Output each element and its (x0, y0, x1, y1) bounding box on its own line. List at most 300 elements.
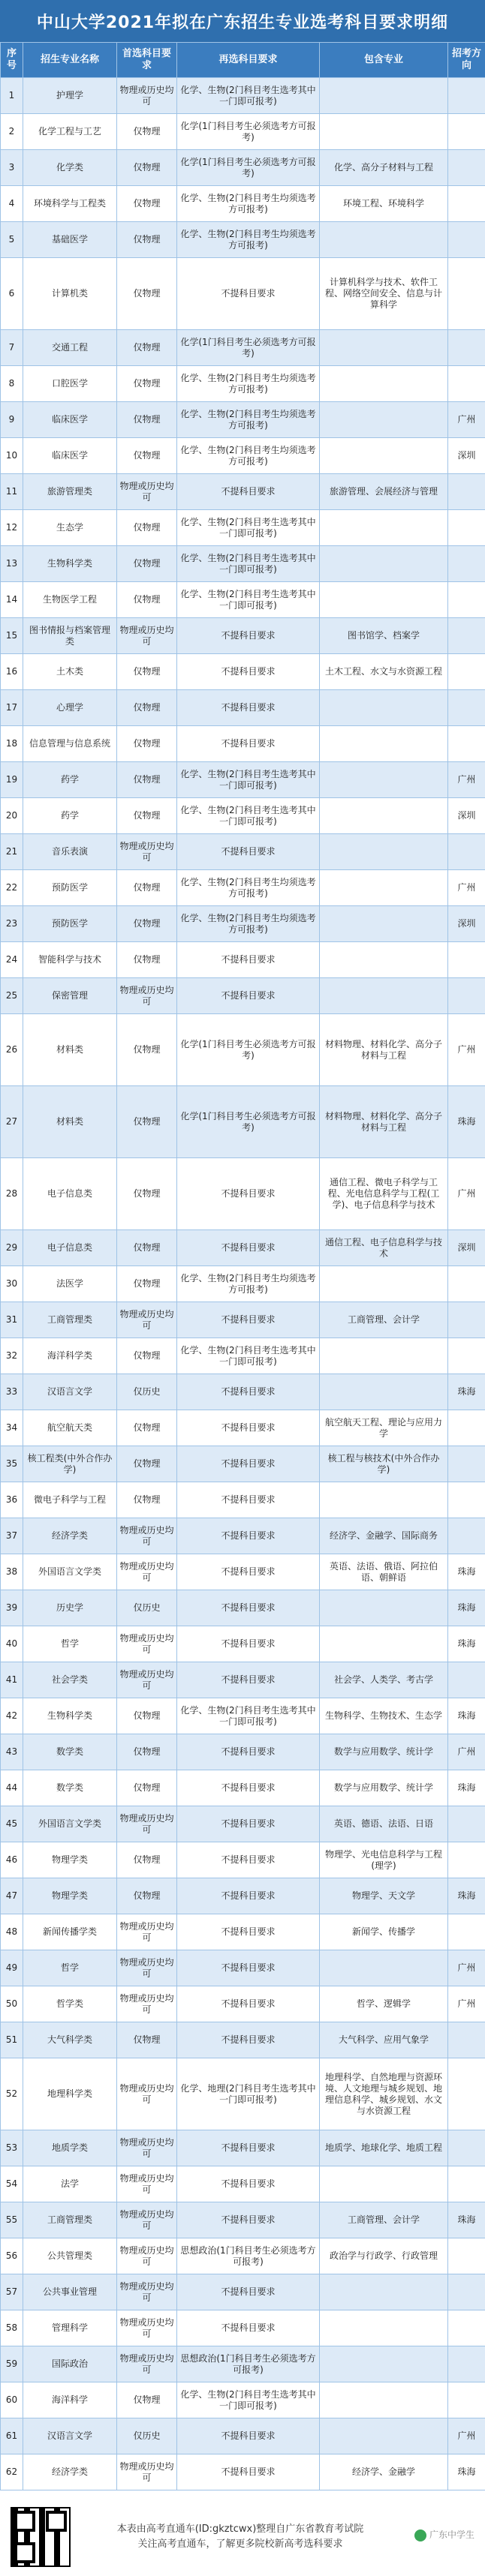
second-subject-cell: 不提科目要求 (177, 1626, 320, 1662)
second-subject-cell: 不提科目要求 (177, 1518, 320, 1554)
brand-watermark (414, 2528, 474, 2541)
table-row (1, 726, 485, 762)
table-row (1, 1446, 485, 1482)
row-number-cell: 55 (1, 2202, 23, 2238)
campus-cell (448, 834, 485, 870)
major-name-cell: 智能科学与技术 (23, 942, 117, 978)
campus-cell (448, 2130, 485, 2166)
major-name-cell: 新闻传播学类 (23, 1914, 117, 1950)
included-majors-cell: 旅游管理、会展经济与管理 (320, 474, 448, 510)
major-name-cell: 公共管理类 (23, 2238, 117, 2274)
row-number-cell: 50 (1, 1986, 23, 2022)
first-subject-cell: 仅物理 (117, 1446, 177, 1482)
campus-cell (448, 546, 485, 582)
major-name-cell: 材料类 (23, 1086, 117, 1158)
second-subject-cell: 化学、生物(2门科目考生均须选考方可报考) (177, 186, 320, 222)
table-row (1, 1806, 485, 1842)
table-row (1, 78, 485, 114)
second-subject-cell: 不提科目要求 (177, 2310, 320, 2346)
second-subject-cell: 化学、生物(2门科目考生选考其中一门即可报考) (177, 78, 320, 114)
major-name-cell: 生物科学类 (23, 546, 117, 582)
row-number-cell: 27 (1, 1086, 23, 1158)
second-subject-cell: 化学(1门科目考生必须选考方可报考) (177, 1014, 320, 1086)
first-subject-cell: 仅物理 (117, 546, 177, 582)
included-majors-cell: 经济学、金融学、国际商务 (320, 1518, 448, 1554)
first-subject-cell: 仅物理 (117, 1338, 177, 1374)
second-subject-cell: 不提科目要求 (177, 258, 320, 330)
major-name-cell: 哲学 (23, 1626, 117, 1662)
row-number-cell: 10 (1, 438, 23, 474)
row-number-cell: 38 (1, 1554, 23, 1590)
row-number-cell: 43 (1, 1734, 23, 1770)
second-subject-cell: 不提科目要求 (177, 1158, 320, 1230)
row-number-cell: 39 (1, 1590, 23, 1626)
table-row (1, 1842, 485, 1878)
table-row (1, 1338, 485, 1374)
included-majors-cell: 数学与应用数学、统计学 (320, 1734, 448, 1770)
table-row (1, 582, 485, 618)
second-subject-cell: 不提科目要求 (177, 1734, 320, 1770)
row-number-cell: 33 (1, 1374, 23, 1410)
row-number-cell: 23 (1, 906, 23, 942)
included-majors-cell (320, 582, 448, 618)
included-majors-cell: 社会学、人类学、考古学 (320, 1662, 448, 1698)
first-subject-cell: 仅物理 (117, 906, 177, 942)
campus-cell (448, 1338, 485, 1374)
included-majors-cell (320, 114, 448, 150)
major-name-cell: 哲学 (23, 1950, 117, 1986)
major-name-cell: 哲学类 (23, 1986, 117, 2022)
second-subject-cell: 不提科目要求 (177, 2454, 320, 2490)
campus-cell (448, 2166, 485, 2202)
first-subject-cell: 物理或历史均可 (117, 618, 177, 654)
included-majors-cell (320, 726, 448, 762)
row-number-cell: 13 (1, 546, 23, 582)
second-subject-cell: 化学、地理(2门科目考生选考其中一门即可报考) (177, 2058, 320, 2130)
major-name-cell: 环境科学与工程类 (23, 186, 117, 222)
campus-cell: 珠海 (448, 1374, 485, 1410)
second-subject-cell: 化学、生物(2门科目考生选考其中一门即可报考) (177, 546, 320, 582)
row-number-cell: 24 (1, 942, 23, 978)
second-subject-cell: 化学、生物(2门科目考生均须选考方可报考) (177, 906, 320, 942)
included-majors-cell: 通信工程、电子信息科学与技术 (320, 1230, 448, 1266)
second-subject-cell: 不提科目要求 (177, 1806, 320, 1842)
wechat-icon (414, 2529, 426, 2541)
first-subject-cell: 仅物理 (117, 1158, 177, 1230)
first-subject-cell: 仅物理 (117, 582, 177, 618)
major-name-cell: 公共事业管理 (23, 2274, 117, 2310)
major-name-cell: 电子信息类 (23, 1158, 117, 1230)
included-majors-cell: 计算机科学与技术、软件工程、网络空间安全、信息与计算科学 (320, 258, 448, 330)
footer-note-line1: 本表由高考直通车(ID:gkztcwx)整理自广东省教育考试院 (116, 2523, 364, 2535)
included-majors-cell (320, 1266, 448, 1302)
first-subject-cell: 仅物理 (117, 1734, 177, 1770)
row-number-cell: 8 (1, 366, 23, 402)
page-title: 中山大学2021年拟在广东招生专业选考科目要求明细 (0, 0, 485, 42)
major-name-cell: 图书情报与档案管理类 (23, 618, 117, 654)
second-subject-cell: 化学、生物(2门科目考生均须选考方可报考) (177, 438, 320, 474)
included-majors-cell: 化学、高分子材料与工程 (320, 150, 448, 186)
footer-note-line2: 关注高考直通车，了解更多院校新高考选科要求 (137, 2538, 343, 2550)
row-number-cell: 3 (1, 150, 23, 186)
second-subject-cell: 不提科目要求 (177, 618, 320, 654)
table-row (1, 1626, 485, 1662)
campus-cell (448, 690, 485, 726)
second-subject-cell: 不提科目要求 (177, 474, 320, 510)
header-major-name: 招生专业名称 (23, 43, 117, 78)
first-subject-cell: 物理或历史均可 (117, 1626, 177, 1662)
included-majors-cell (320, 798, 448, 834)
first-subject-cell: 物理或历史均可 (117, 1302, 177, 1338)
first-subject-cell: 物理或历史均可 (117, 2346, 177, 2382)
table-row (1, 2454, 485, 2490)
campus-cell (448, 510, 485, 546)
first-subject-cell: 物理或历史均可 (117, 1986, 177, 2022)
second-subject-cell: 化学、生物(2门科目考生选考其中一门即可报考) (177, 1338, 320, 1374)
included-majors-cell: 环境工程、环境科学 (320, 186, 448, 222)
first-subject-cell: 仅物理 (117, 2022, 177, 2058)
major-name-cell: 生物医学工程 (23, 582, 117, 618)
included-majors-cell (320, 870, 448, 906)
table-row (1, 942, 485, 978)
table-row (1, 834, 485, 870)
table-row (1, 2274, 485, 2310)
row-number-cell: 62 (1, 2454, 23, 2490)
footer-note (83, 2522, 398, 2552)
table-row (1, 1014, 485, 1086)
second-subject-cell: 思想政治(1门科目考生必须选考方可报考) (177, 2346, 320, 2382)
row-number-cell: 49 (1, 1950, 23, 1986)
included-majors-cell: 材料物理、材料化学、高分子材料与工程 (320, 1014, 448, 1086)
row-number-cell: 26 (1, 1014, 23, 1086)
campus-cell: 珠海 (448, 1086, 485, 1158)
table-row (1, 1482, 485, 1518)
row-number-cell: 41 (1, 1662, 23, 1698)
campus-cell (448, 330, 485, 366)
second-subject-cell: 不提科目要求 (177, 2202, 320, 2238)
campus-cell: 深圳 (448, 798, 485, 834)
major-name-cell: 物理学类 (23, 1842, 117, 1878)
first-subject-cell: 仅物理 (117, 1770, 177, 1806)
first-subject-cell: 物理或历史均可 (117, 474, 177, 510)
included-majors-cell: 生物科学、生物技术、生态学 (320, 1698, 448, 1734)
table-row (1, 2130, 485, 2166)
table-row (1, 1518, 485, 1554)
second-subject-cell: 不提科目要求 (177, 1482, 320, 1518)
included-majors-cell (320, 762, 448, 798)
campus-cell (448, 474, 485, 510)
table-row (1, 2166, 485, 2202)
table-row (1, 1770, 485, 1806)
row-number-cell: 60 (1, 2382, 23, 2418)
row-number-cell: 25 (1, 978, 23, 1014)
campus-cell (448, 1266, 485, 1302)
campus-cell: 珠海 (448, 1590, 485, 1626)
campus-cell (448, 78, 485, 114)
major-name-cell: 生物科学类 (23, 1698, 117, 1734)
included-majors-cell (320, 2166, 448, 2202)
major-name-cell: 大气科学类 (23, 2022, 117, 2058)
major-name-cell: 化学类 (23, 150, 117, 186)
table-row (1, 762, 485, 798)
first-subject-cell: 仅物理 (117, 510, 177, 546)
major-name-cell: 工商管理类 (23, 1302, 117, 1338)
table-row (1, 510, 485, 546)
row-number-cell: 32 (1, 1338, 23, 1374)
row-number-cell: 57 (1, 2274, 23, 2310)
first-subject-cell: 仅物理 (117, 366, 177, 402)
table-body (1, 78, 485, 2490)
first-subject-cell: 物理或历史均可 (117, 1518, 177, 1554)
included-majors-cell (320, 2310, 448, 2346)
included-majors-cell (320, 1338, 448, 1374)
brand-name: 广东中学生 (429, 2529, 474, 2540)
first-subject-cell: 仅物理 (117, 1086, 177, 1158)
included-majors-cell: 物理学、光电信息科学与工程(理学) (320, 1842, 448, 1878)
table-row (1, 1230, 485, 1266)
included-majors-cell (320, 510, 448, 546)
second-subject-cell: 不提科目要求 (177, 942, 320, 978)
first-subject-cell: 仅物理 (117, 870, 177, 906)
campus-cell (448, 1302, 485, 1338)
header-campus: 招考方向 (448, 43, 485, 78)
second-subject-cell: 不提科目要求 (177, 1374, 320, 1410)
major-name-cell: 预防医学 (23, 906, 117, 942)
major-name-cell: 化学工程与工艺 (23, 114, 117, 150)
included-majors-cell: 政治学与行政学、行政管理 (320, 2238, 448, 2274)
table-row (1, 654, 485, 690)
included-majors-cell: 土木工程、水文与水资源工程 (320, 654, 448, 690)
first-subject-cell: 仅物理 (117, 690, 177, 726)
included-majors-cell: 物理学、天文学 (320, 1878, 448, 1914)
first-subject-cell: 仅物理 (117, 186, 177, 222)
table-row (1, 1878, 485, 1914)
major-name-cell: 保密管理 (23, 978, 117, 1014)
second-subject-cell: 思想政治(1门科目考生必须选考方可报考) (177, 2238, 320, 2274)
campus-cell: 珠海 (448, 2202, 485, 2238)
row-number-cell: 15 (1, 618, 23, 654)
second-subject-cell: 化学、生物(2门科目考生均须选考方可报考) (177, 222, 320, 258)
included-majors-cell (320, 222, 448, 258)
included-majors-cell (320, 2382, 448, 2418)
header-included-majors: 包含专业 (320, 43, 448, 78)
major-name-cell: 电子信息类 (23, 1230, 117, 1266)
table-row (1, 258, 485, 330)
row-number-cell: 31 (1, 1302, 23, 1338)
row-number-cell: 58 (1, 2310, 23, 2346)
second-subject-cell: 化学、生物(2门科目考生选考其中一门即可报考) (177, 582, 320, 618)
second-subject-cell: 不提科目要求 (177, 1554, 320, 1590)
first-subject-cell: 仅物理 (117, 258, 177, 330)
first-subject-cell: 仅物理 (117, 1842, 177, 1878)
first-subject-cell: 物理或历史均可 (117, 2166, 177, 2202)
campus-cell (448, 2382, 485, 2418)
first-subject-cell: 物理或历史均可 (117, 1950, 177, 1986)
major-name-cell: 计算机类 (23, 258, 117, 330)
second-subject-cell: 不提科目要求 (177, 1662, 320, 1698)
second-subject-cell: 不提科目要求 (177, 1302, 320, 1338)
major-name-cell: 海洋科学 (23, 2382, 117, 2418)
row-number-cell: 6 (1, 258, 23, 330)
table-row (1, 186, 485, 222)
included-majors-cell: 地质学、地球化学、地质工程 (320, 2130, 448, 2166)
second-subject-cell: 不提科目要求 (177, 2166, 320, 2202)
campus-cell (448, 654, 485, 690)
major-name-cell: 外国语言文学类 (23, 1806, 117, 1842)
campus-cell (448, 150, 485, 186)
campus-cell: 珠海 (448, 1626, 485, 1662)
included-majors-cell (320, 906, 448, 942)
second-subject-cell: 化学、生物(2门科目考生均须选考方可报考) (177, 870, 320, 906)
table-row (1, 474, 485, 510)
row-number-cell: 11 (1, 474, 23, 510)
table-row (1, 2022, 485, 2058)
second-subject-cell: 不提科目要求 (177, 1446, 320, 1482)
included-majors-cell (320, 1590, 448, 1626)
table-row (1, 1266, 485, 1302)
table-row (1, 1302, 485, 1338)
campus-cell (448, 222, 485, 258)
campus-cell: 珠海 (448, 1554, 485, 1590)
first-subject-cell: 仅物理 (117, 402, 177, 438)
first-subject-cell: 物理或历史均可 (117, 978, 177, 1014)
first-subject-cell: 仅物理 (117, 654, 177, 690)
included-majors-cell (320, 978, 448, 1014)
major-name-cell: 数学类 (23, 1734, 117, 1770)
major-name-cell: 数学类 (23, 1770, 117, 1806)
header-first-subject: 首选科目要求 (117, 43, 177, 78)
first-subject-cell: 仅物理 (117, 150, 177, 186)
major-name-cell: 药学 (23, 762, 117, 798)
campus-cell (448, 366, 485, 402)
campus-cell (448, 258, 485, 330)
major-name-cell: 音乐表演 (23, 834, 117, 870)
included-majors-cell: 英语、德语、法语、日语 (320, 1806, 448, 1842)
footer (0, 2499, 485, 2576)
first-subject-cell: 仅物理 (117, 798, 177, 834)
included-majors-cell (320, 2346, 448, 2382)
first-subject-cell: 物理或历史均可 (117, 2058, 177, 2130)
row-number-cell: 56 (1, 2238, 23, 2274)
table-row (1, 1554, 485, 1590)
first-subject-cell: 物理或历史均可 (117, 1914, 177, 1950)
table-row (1, 402, 485, 438)
second-subject-cell: 不提科目要求 (177, 1590, 320, 1626)
second-subject-cell: 化学、生物(2门科目考生均须选考方可报考) (177, 402, 320, 438)
row-number-cell: 51 (1, 2022, 23, 2058)
included-majors-cell (320, 330, 448, 366)
campus-cell (448, 2274, 485, 2310)
campus-cell (448, 2310, 485, 2346)
included-majors-cell: 经济学、金融学 (320, 2454, 448, 2490)
major-name-cell: 核工程类(中外合作办学) (23, 1446, 117, 1482)
campus-cell: 深圳 (448, 438, 485, 474)
second-subject-cell: 不提科目要求 (177, 654, 320, 690)
table-row (1, 438, 485, 474)
table-row (1, 2418, 485, 2454)
first-subject-cell: 仅物理 (117, 2382, 177, 2418)
row-number-cell: 2 (1, 114, 23, 150)
major-name-cell: 基础医学 (23, 222, 117, 258)
first-subject-cell: 仅物理 (117, 114, 177, 150)
first-subject-cell: 物理或历史均可 (117, 2202, 177, 2238)
major-name-cell: 预防医学 (23, 870, 117, 906)
campus-cell: 广州 (448, 1158, 485, 1230)
table-row (1, 150, 485, 186)
campus-cell (448, 1914, 485, 1950)
major-name-cell: 汉语言文学 (23, 2418, 117, 2454)
table-header-row (1, 43, 485, 78)
included-majors-cell (320, 438, 448, 474)
included-majors-cell: 大气科学、应用气象学 (320, 2022, 448, 2058)
second-subject-cell: 不提科目要求 (177, 2130, 320, 2166)
table-row (1, 1590, 485, 1626)
row-number-cell: 47 (1, 1878, 23, 1914)
row-number-cell: 40 (1, 1626, 23, 1662)
row-number-cell: 5 (1, 222, 23, 258)
first-subject-cell: 仅物理 (117, 1410, 177, 1446)
major-name-cell: 口腔医学 (23, 366, 117, 402)
included-majors-cell: 英语、法语、俄语、阿拉伯语、朝鲜语 (320, 1554, 448, 1590)
row-number-cell: 37 (1, 1518, 23, 1554)
row-number-cell: 28 (1, 1158, 23, 1230)
second-subject-cell: 不提科目要求 (177, 2274, 320, 2310)
second-subject-cell: 化学、生物(2门科目考生选考其中一门即可报考) (177, 798, 320, 834)
table-row (1, 690, 485, 726)
included-majors-cell (320, 690, 448, 726)
table-row (1, 330, 485, 366)
row-number-cell: 54 (1, 2166, 23, 2202)
table-row (1, 1914, 485, 1950)
campus-cell (448, 726, 485, 762)
table-row (1, 2202, 485, 2238)
first-subject-cell: 仅物理 (117, 1014, 177, 1086)
qr-code-icon (11, 2507, 71, 2567)
subject-requirements-table (0, 42, 485, 2490)
table-row (1, 546, 485, 582)
row-number-cell: 16 (1, 654, 23, 690)
row-number-cell: 12 (1, 510, 23, 546)
table-row (1, 1374, 485, 1410)
major-name-cell: 材料类 (23, 1014, 117, 1086)
second-subject-cell: 化学(1门科目考生必须选考方可报考) (177, 1086, 320, 1158)
table-row (1, 978, 485, 1014)
major-name-cell: 地质学类 (23, 2130, 117, 2166)
table-row (1, 1410, 485, 1446)
row-number-cell: 29 (1, 1230, 23, 1266)
row-number-cell: 20 (1, 798, 23, 834)
campus-cell (448, 618, 485, 654)
second-subject-cell: 化学、生物(2门科目考生均须选考方可报考) (177, 1266, 320, 1302)
included-majors-cell (320, 1482, 448, 1518)
second-subject-cell: 化学、生物(2门科目考生均须选考方可报考) (177, 366, 320, 402)
second-subject-cell: 不提科目要求 (177, 2418, 320, 2454)
row-number-cell: 46 (1, 1842, 23, 1878)
campus-cell (448, 1662, 485, 1698)
first-subject-cell: 仅物理 (117, 330, 177, 366)
campus-cell: 广州 (448, 402, 485, 438)
major-name-cell: 生态学 (23, 510, 117, 546)
table-row (1, 1950, 485, 1986)
row-number-cell: 9 (1, 402, 23, 438)
included-majors-cell: 核工程与核技术(中外合作办学) (320, 1446, 448, 1482)
included-majors-cell: 图书馆学、档案学 (320, 618, 448, 654)
campus-cell (448, 2238, 485, 2274)
first-subject-cell: 仅物理 (117, 1878, 177, 1914)
second-subject-cell: 化学(1门科目考生必须选考方可报考) (177, 330, 320, 366)
second-subject-cell: 不提科目要求 (177, 1770, 320, 1806)
campus-cell: 广州 (448, 1734, 485, 1770)
